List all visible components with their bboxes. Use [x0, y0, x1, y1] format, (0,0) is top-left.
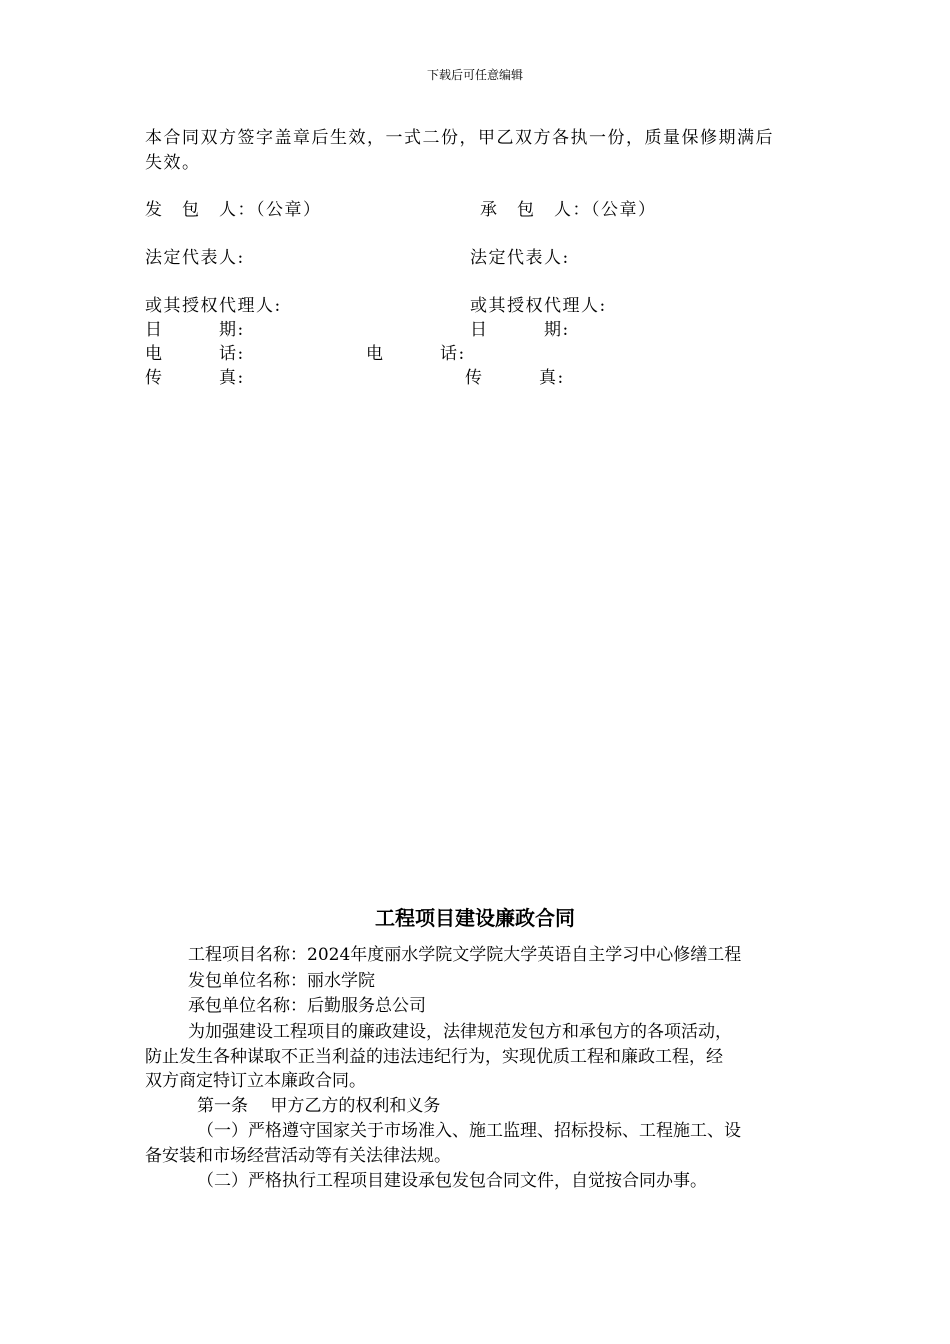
effect-clause-line2: 失效。 [145, 153, 201, 173]
legal-rep-a-label: 法定代表人: [145, 248, 245, 268]
fax-b-label: 传 真: [465, 368, 565, 388]
legal-rep-b-label: 法定代表人: [470, 248, 570, 268]
date-b-label: 日 期: [470, 320, 570, 340]
fax-a-label: 传 真: [145, 368, 245, 388]
item2-line: （二）严格执行工程项目建设承包发包合同文件，自觉按合同办事。 [197, 1171, 707, 1191]
phone-b-label: 电 话: [366, 344, 466, 364]
effect-clause-line1: 本合同双方签字盖章后生效，一式二份，甲乙双方各执一份，质量保修期满后 [145, 128, 774, 148]
agent-a-label: 或其授权代理人: [145, 296, 282, 316]
intro-line3: 双方商定特订立本廉政合同。 [145, 1071, 366, 1091]
item1-line1: （一）严格遵守国家关于市场准入、施工监理、招标投标、工程施工、设 [197, 1121, 741, 1141]
intro-line2: 防止发生各种谋取不正当利益的违法违纪行为，实现优质工程和廉政工程，经 [145, 1047, 723, 1067]
contract-title: 工程项目建设廉政合同 [375, 906, 575, 930]
article1-heading: 第一条 甲方乙方的权利和义务 [197, 1096, 441, 1116]
agent-b-label: 或其授权代理人: [470, 296, 607, 316]
intro-line1: 为加强建设工程项目的廉政建设，法律规范发包方和承包方的各项活动， [188, 1022, 732, 1042]
project-name-line: 工程项目名称：2024年度丽水学院文学院大学英语自主学习中心修缮工程 [188, 945, 742, 965]
party-a-seal-label: 发 包 人：（公章） [145, 200, 322, 220]
item1-line2: 备安装和市场经营活动等有关法律法规。 [145, 1146, 451, 1166]
contractor-line: 承包单位名称：后勤服务总公司 [188, 996, 426, 1016]
date-a-label: 日 期: [145, 320, 245, 340]
phone-a-label: 电 话: [145, 344, 245, 364]
party-b-seal-label: 承 包 人：（公章） [480, 200, 657, 220]
page-header: 下载后可任意编辑 [426, 68, 523, 82]
employer-line: 发包单位名称：丽水学院 [188, 971, 375, 991]
